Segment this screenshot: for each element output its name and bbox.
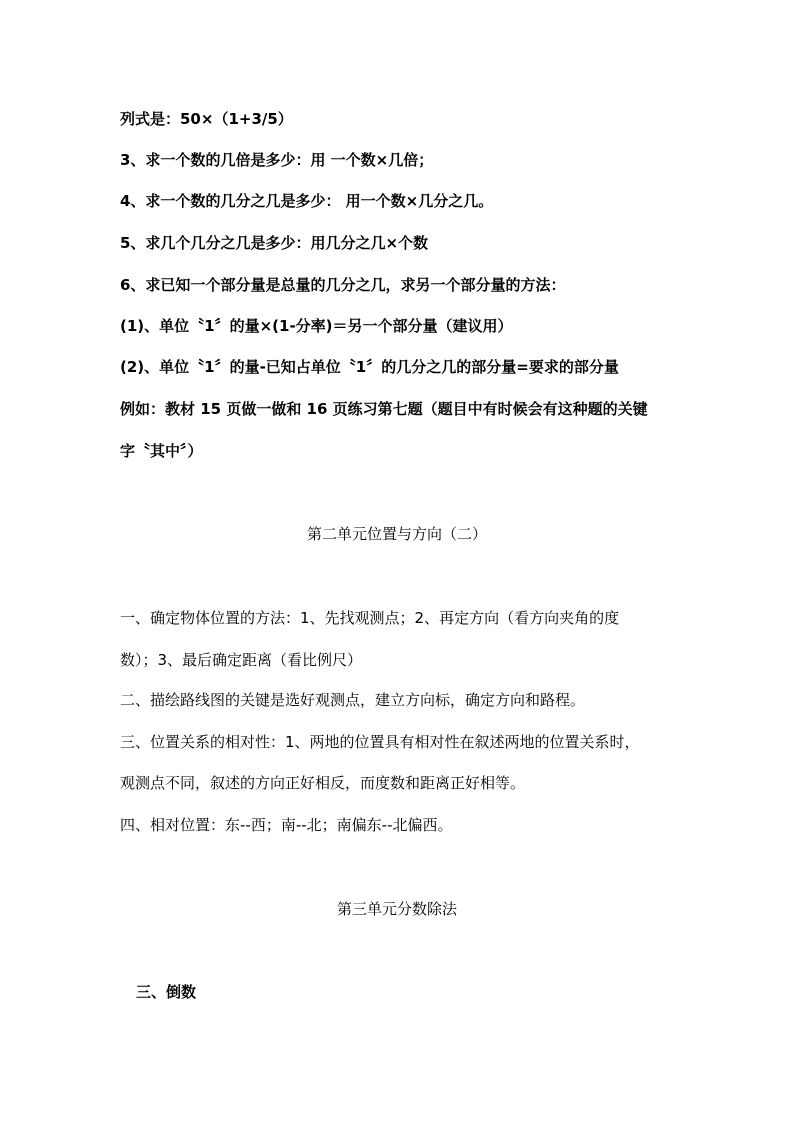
rule-4-line: 4、求一个数的几分之几是多少： 用一个数×几分之几。 <box>120 192 494 210</box>
unit-3-heading: 第三单元分数除法 <box>336 900 457 918</box>
rule-6-line: 6、求已知一个部分量是总量的几分之几，求另一个部分量的方法： <box>120 276 566 294</box>
method-2-line: (2)、单位〝1〞的量-已知占单位〝1〞的几分之几的部分量=要求的部分量 <box>120 358 619 376</box>
relative-position-line: 四、相对位置：东--西；南--北；南偏东--北偏西。 <box>120 816 453 834</box>
reciprocal-subheading: 三、倒数 <box>136 983 197 1001</box>
position-method-continuation-line: 数）；3、最后确定距离（看比例尺） <box>120 651 363 669</box>
example-continuation-line: 字〝其中〞） <box>120 442 203 460</box>
rule-3-line: 3、求一个数的几倍是多少：用 一个数×几倍； <box>120 151 434 169</box>
relativity-line: 三、位置关系的相对性：1、两地的位置具有相对性在叙述两地的位置关系时， <box>120 733 640 751</box>
method-1-line: (1)、单位〝1〞的量×(1-分率)＝另一个部分量（建议用） <box>120 317 513 335</box>
route-map-line: 二、描绘路线图的关键是选好观测点，建立方向标，确定方向和路程。 <box>120 691 586 709</box>
relativity-continuation-line: 观测点不同，叙述的方向正好相反，而度数和距离正好相等。 <box>120 774 526 792</box>
position-method-line: 一、确定物体位置的方法：1、先找观测点；2、再定方向（看方向夹角的度 <box>120 609 620 627</box>
example-line: 例如：教材 15 页做一做和 16 页练习第七题（题目中有时候会有这种题的关键 <box>120 400 648 418</box>
rule-5-line: 5、求几个几分之几是多少：用几分之几×个数 <box>120 234 429 252</box>
unit-2-heading: 第二单元位置与方向（二） <box>306 525 487 543</box>
formula-line: 列式是：50×（1+3/5） <box>120 110 293 128</box>
